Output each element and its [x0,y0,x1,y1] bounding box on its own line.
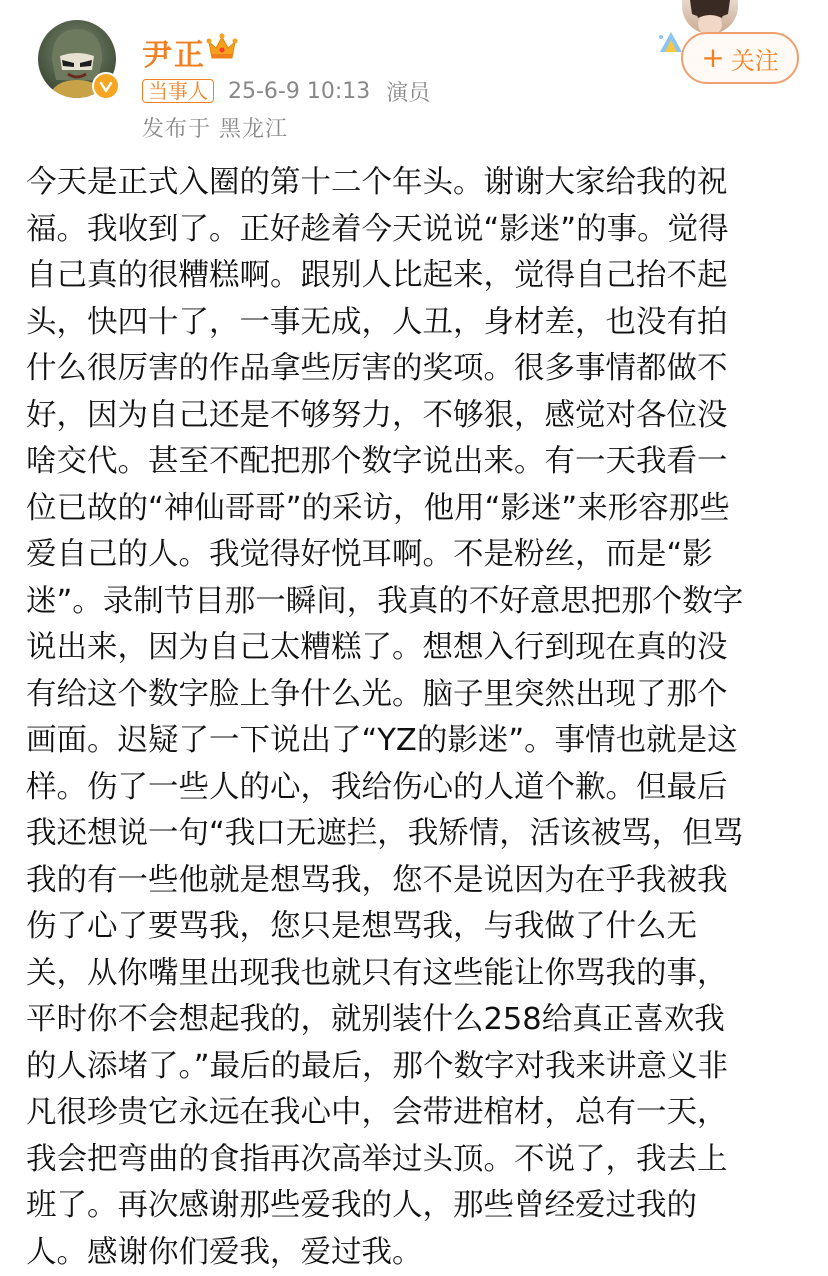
post-line: 的人添堵了。”最后的最后，那个数字对我来讲意义非 [26,1044,808,1091]
post-line: 我还想说一句“我口无遮拦，我矫情，活该被骂，但骂 [26,811,808,858]
verified-badge-icon [92,72,120,100]
party-badge: 当事人 [142,79,214,103]
post-location: 发布于 黑龙江 [142,112,288,143]
follow-button[interactable] [681,32,799,84]
post-line: 样。伤了一些人的心，我给伤心的人道个歉。但最后 [26,765,808,812]
plus-icon: + [701,44,724,72]
post-line: 班了。再次感谢那些爱我的人，那些曾经爱过我的 [26,1183,808,1230]
follow-label: 关注 [731,41,779,76]
post-line: 今天是正式入圈的第十二个年头。谢谢大家给我的祝 [26,160,808,207]
mini-avatar [682,0,738,34]
post-line: 好，因为自己还是不够努力，不够狠，感觉对各位没 [26,393,808,440]
post-line: 说出来，因为自己太糟糕了。想想入行到现在真的没 [26,625,808,672]
post-line: 凡很珍贵它永远在我心中，会带进棺材，总有一天， [26,1090,808,1137]
avatar[interactable] [38,20,116,98]
crown-icon [206,32,238,66]
post-line: 自己真的很糟糕啊。跟别人比起来，觉得自己抬不起 [26,253,808,300]
post-line: 人。感谢你们爱我，爱过我。 [26,1230,808,1276]
post-line: 位已故的“神仙哥哥”的采访，他用“影迷”来形容那些 [26,486,808,533]
post-line: 关，从你嘴里出现我也就只有这些能让你骂我的事， [26,951,808,998]
post-header [0,0,828,150]
post-line: 画面。迟疑了一下说出了“YZ的影迷”。事情也就是这 [26,718,808,765]
post-timestamp: 25-6-9 10:13 [228,79,370,104]
post-line: 什么很厉害的作品拿些厉害的奖项。很多事情都做不 [26,346,808,393]
post-line: 我会把弯曲的食指再次高举过头顶。不说了，我去上 [26,1137,808,1184]
post-content [26,160,808,1276]
post-meta [142,78,430,104]
post-line: 有给这个数字脸上争什么光。脑子里突然出现了那个 [26,672,808,719]
post-line: 福。我收到了。正好趁着今天说说“影迷”的事。觉得 [26,207,808,254]
post-line: 伤了心了要骂我，您只是想骂我，与我做了什么无 [26,904,808,951]
user-title: 演员 [386,76,430,107]
post-line: 平时你不会想起我的，就别装什么258给真正喜欢我 [26,997,808,1044]
post-line: 啥交代。甚至不配把那个数字说出来。有一天我看一 [26,439,808,486]
post-line: 爱自己的人。我觉得好悦耳啊。不是粉丝，而是“影 [26,532,808,579]
username[interactable]: 尹正 [142,30,206,74]
post-line: 迷”。录制节目那一瞬间，我真的不好意思把那个数字 [26,579,808,626]
post-line: 我的有一些他就是想骂我，您不是说因为在乎我被我 [26,858,808,905]
post-line: 头，快四十了，一事无成，人丑，身材差，也没有拍 [26,300,808,347]
